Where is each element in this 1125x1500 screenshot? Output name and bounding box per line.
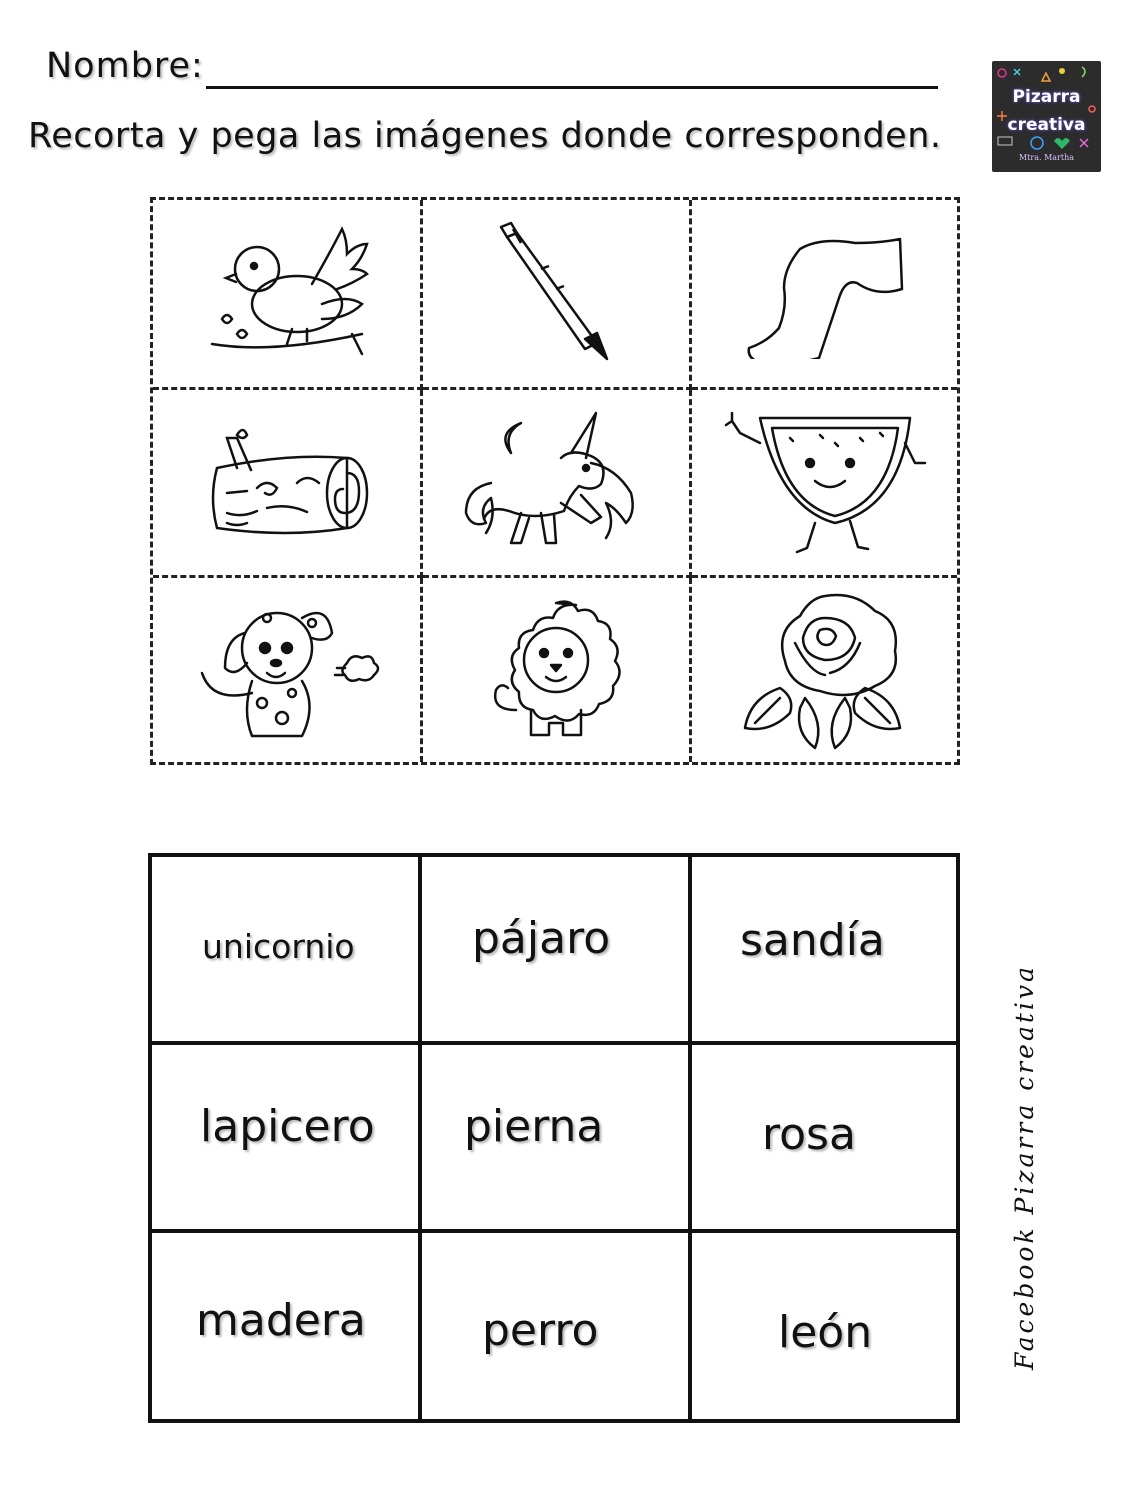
logo-line-1: Pizarra [1012,87,1081,107]
leg-icon [740,229,910,359]
word-cell[interactable] [422,857,692,1045]
cut-cell-lion[interactable] [423,578,692,762]
word-label: pájaro [472,913,611,964]
cut-cell-watermelon[interactable] [692,390,957,578]
word-label: rosa [762,1109,856,1160]
watermelon-icon [720,403,930,563]
word-label: sandía [740,915,885,966]
unicorn-icon [461,403,651,563]
name-field[interactable] [46,46,946,86]
word-label: perro [482,1305,599,1356]
word-cell[interactable] [422,1233,692,1419]
pizarra-creativa-logo [992,61,1101,172]
cut-cell-unicorn[interactable] [423,390,692,578]
word-label: madera [196,1295,366,1346]
word-cell[interactable] [152,857,422,1045]
cut-out-grid [150,197,960,765]
rose-icon [735,588,915,753]
cut-cell-pen[interactable] [423,200,692,390]
cut-cell-bird[interactable] [153,200,423,390]
logo-line-3: Mtra. Martha [1018,153,1074,162]
instruction-text: Recorta y pega las imágenes donde corresponden. [28,116,942,156]
cut-cell-log[interactable] [153,390,423,578]
puppy-icon [187,593,387,748]
word-cell[interactable] [692,857,956,1045]
word-table [148,853,960,1423]
word-cell[interactable] [152,1045,422,1233]
word-cell[interactable] [692,1233,956,1419]
word-label: león [778,1307,873,1358]
lion-icon [471,595,641,745]
name-underline[interactable] [206,86,938,89]
cut-cell-leg[interactable] [692,200,957,390]
cut-cell-rose[interactable] [692,578,957,762]
log-icon [197,423,377,543]
word-label: pierna [464,1101,604,1152]
word-cell[interactable] [422,1045,692,1233]
pen-icon [481,219,631,369]
cut-cell-puppy[interactable] [153,578,423,762]
facebook-credit: Facebook Pizarra creativa [1010,964,1039,1370]
logo-line-2: creativa [1007,115,1086,135]
word-label: lapicero [200,1101,375,1152]
word-cell[interactable] [152,1233,422,1419]
word-cell[interactable] [692,1045,956,1233]
word-label: unicornio [202,927,355,966]
bird-icon [202,224,372,364]
name-label: Nombre: [46,46,204,86]
